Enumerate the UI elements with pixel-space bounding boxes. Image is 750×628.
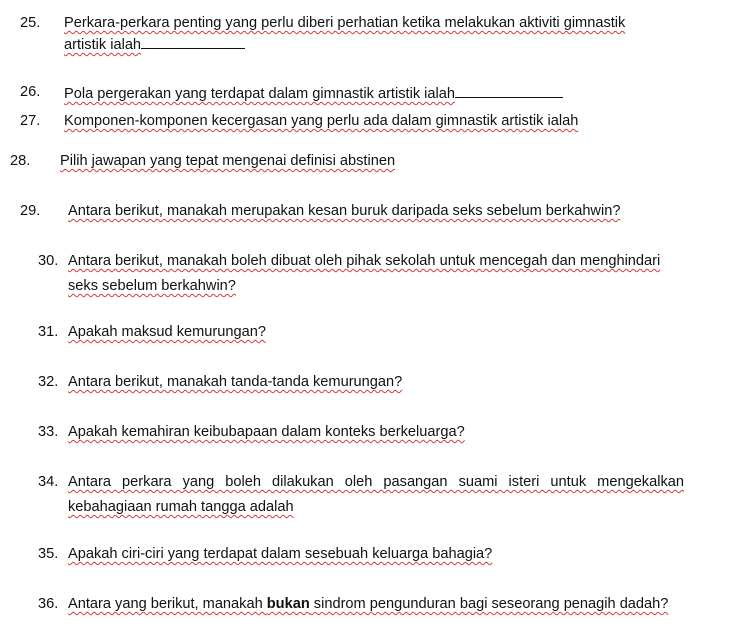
question-number: 25. bbox=[20, 15, 41, 31]
question-number: 35. bbox=[38, 546, 59, 562]
question-text-line-2: artistik ialah bbox=[64, 34, 245, 54]
emphasis-bukan: bukan bbox=[266, 596, 310, 612]
question-number: 36. bbox=[38, 596, 59, 612]
question-number: 27. bbox=[20, 113, 41, 129]
question-30 bbox=[0, 252, 750, 296]
question-number: 26. bbox=[20, 84, 41, 100]
question-text: Pilih jawapan yang tepat mengenai definisi abstinen bbox=[60, 153, 396, 169]
question-34 bbox=[0, 473, 750, 517]
question-number: 31. bbox=[38, 324, 59, 340]
answer-blank bbox=[141, 34, 245, 49]
question-text: Apakah kemahiran keibubapaan dalam konteks berkeluarga? bbox=[68, 424, 465, 440]
question-number: 33. bbox=[38, 424, 59, 440]
question-text-line-1: Perkara-perkara penting yang perlu diberi perhatian ketika melakukan aktiviti gimnastik bbox=[64, 15, 626, 31]
question-text: Komponen-komponen kecergasan yang perlu ada dalam gimnastik artistik ialah bbox=[64, 113, 579, 129]
question-text-line-2: kebahagiaan rumah tangga adalah bbox=[68, 499, 294, 515]
question-text: Apakah maksud kemurungan? bbox=[68, 324, 266, 340]
question-number: 29. bbox=[20, 203, 41, 219]
question-text-line-1: Antara berikut, manakah boleh dibuat oleh pihak sekolah untuk mencegah dan menghindari bbox=[68, 253, 661, 269]
question-number: 28. bbox=[10, 153, 31, 169]
question-text: Antara berikut, manakah merupakan kesan buruk daripada seks sebelum berkahwin? bbox=[68, 203, 621, 219]
question-text: Pola pergerakan yang terdapat dalam gimnastik artistik ialah bbox=[64, 83, 563, 103]
question-number: 34. bbox=[38, 474, 59, 490]
question-text: Apakah ciri-ciri yang terdapat dalam sesebuah keluarga bahagia? bbox=[68, 546, 493, 562]
question-number: 32. bbox=[38, 374, 59, 390]
question-25 bbox=[0, 14, 750, 54]
question-text-line-1: Antara perkara yang boleh dilakukan oleh pasangan suami isteri untuk mengekalkan bbox=[68, 474, 684, 490]
question-text-line-2: seks sebelum berkahwin? bbox=[68, 278, 236, 294]
question-text: Antara berikut, manakah tanda-tanda kemurungan? bbox=[68, 374, 403, 390]
question-number: 30. bbox=[38, 253, 59, 269]
answer-blank bbox=[455, 83, 563, 98]
question-text: Antara yang berikut, manakah bukan sindrom pengunduran bagi seseorang penagih dadah? bbox=[68, 596, 669, 612]
